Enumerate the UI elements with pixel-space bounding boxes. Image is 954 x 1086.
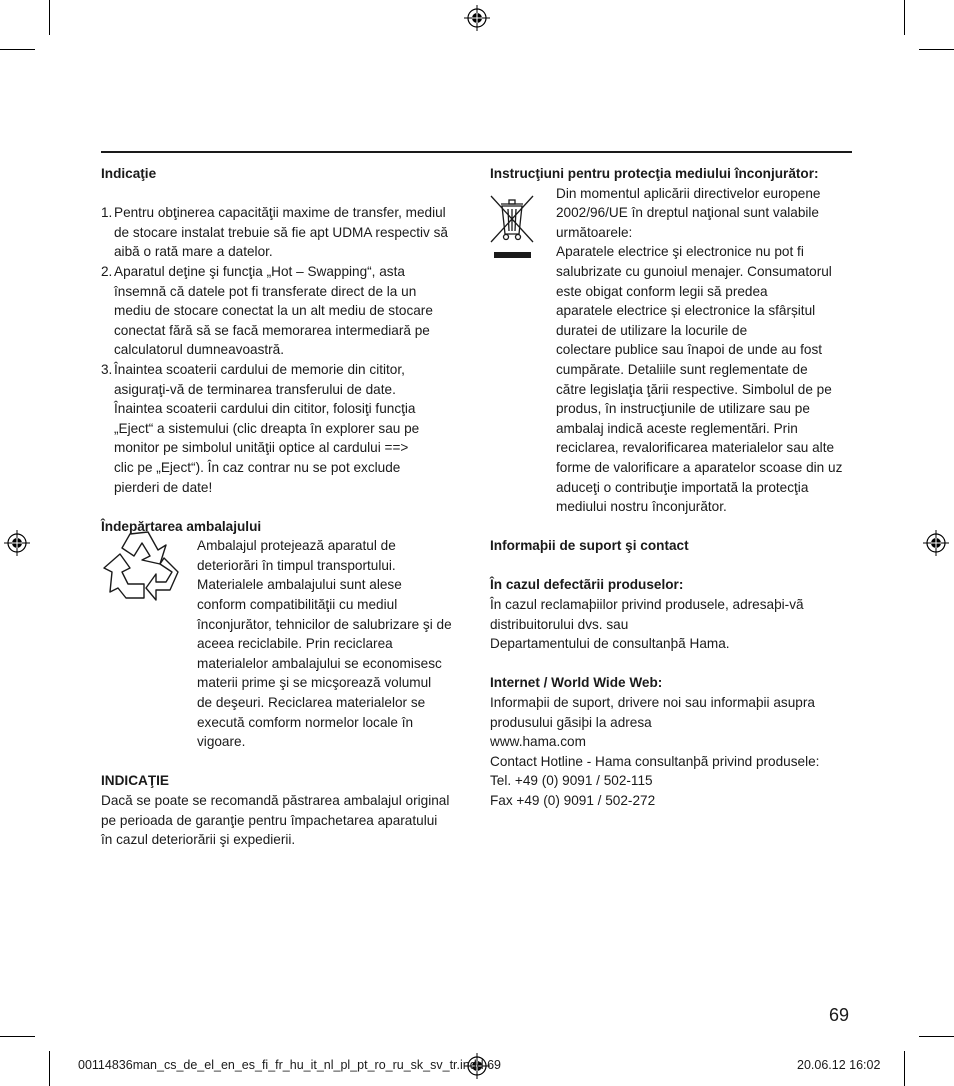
crop-mark bbox=[904, 1051, 905, 1086]
list-line: aibă o rată mare a datelor. bbox=[114, 244, 273, 260]
list-line: conectat fără să se facă memorarea intermediară pe bbox=[114, 322, 430, 338]
registration-mark-icon bbox=[464, 5, 490, 31]
note-line: Dacă se poate se recomandă păstrarea ambalajul original bbox=[101, 793, 450, 808]
note-line: în cazul deteriorării şi expedierii. bbox=[101, 832, 296, 848]
list-line: Aparatul deţine şi funcţia „Hot – Swapping“, asta bbox=[114, 263, 405, 279]
packaging-line: deteriorări în timpul transportului. bbox=[197, 557, 396, 573]
env-line: salubrizate cu gunoiul menajer. Consumatorul bbox=[556, 263, 832, 279]
list-line: monitor pe simbolul unităţii optice al cardului ==> bbox=[114, 440, 409, 456]
indicatie-heading: Indicaţie bbox=[101, 166, 157, 181]
env-line: aparatele electrice și electronice la sfârșitul bbox=[556, 303, 816, 319]
env-line: următoarele: bbox=[556, 224, 633, 240]
env-line: către legislaţia ţării respective. Simbolul de pe bbox=[556, 381, 832, 397]
env-line: duratei de utilizare la locurile de bbox=[556, 322, 748, 338]
env-line: aduceţi o contribuţie importată la protecţia bbox=[556, 479, 809, 495]
phone-line: Tel. +49 (0) 9091 / 502-115 bbox=[490, 773, 653, 789]
packaging-line: materii prime şi se micşorează volumul bbox=[197, 675, 432, 691]
fax-line: Fax +49 (0) 9091 / 502-272 bbox=[490, 793, 656, 808]
web-line: Informaþii de suport, drivere noi sau informaþii asupra bbox=[490, 695, 815, 711]
packaging-line: execută comform normelor locale în bbox=[197, 714, 414, 730]
crop-mark bbox=[49, 0, 50, 35]
env-line: Aparatele electrice şi electronice nu pot fi bbox=[556, 244, 804, 260]
list-line: calculatorul dumneavoastră. bbox=[114, 342, 285, 358]
crop-mark bbox=[919, 1036, 954, 1037]
list-number: 3. bbox=[101, 361, 113, 377]
list-line: clic pe „Eject“). În caz contrar nu se pot exclude bbox=[114, 459, 401, 475]
env-line: 2002/96/UE în dreptul naţional sunt valabile bbox=[556, 205, 819, 221]
packaging-line: Ambalajul protejează aparatul de bbox=[197, 538, 396, 554]
page-number: 69 bbox=[829, 1005, 850, 1025]
environment-heading: Instrucţiuni pentru protecţia mediului înconjurător: bbox=[490, 166, 819, 181]
indicatie-caps-heading: INDICAŢIE bbox=[101, 773, 169, 789]
packaging-line: aceea reciclabile. Prin reciclarea bbox=[197, 636, 393, 652]
packaging-line: Materialele ambalajului sunt alese bbox=[197, 577, 402, 593]
packaging-line: conform compatibilităţii cu mediul bbox=[197, 597, 398, 613]
registration-mark-icon bbox=[4, 530, 30, 556]
recycle-icon bbox=[100, 528, 184, 606]
defect-line: distribuitorului dvs. sau bbox=[490, 616, 629, 632]
defect-line: În cazul reclamaþiilor privind produsele, adresaþi-vã bbox=[490, 597, 804, 613]
list-line: Pentru obţinerea capacităţii maxime de transfer, mediul bbox=[114, 205, 446, 221]
env-line: este obigat conform legii să predea bbox=[556, 283, 768, 299]
defect-heading: În cazul defectãrii produselor: bbox=[490, 577, 684, 593]
footer-date: 20.06.12 16:02 bbox=[797, 1058, 881, 1072]
crossed-bin-icon bbox=[489, 192, 535, 262]
top-rule bbox=[101, 151, 852, 153]
list-line: Înaintea scoaterii cardului din cititor, folosiţi funcţia bbox=[114, 401, 416, 417]
env-line: colectare publice sau înapoi de unde au fost bbox=[556, 342, 823, 358]
env-line: forme de valorificare a aparatelor scoase din uz bbox=[556, 459, 843, 475]
note-line: pe perioada de garanţie pentru împachetarea aparatului bbox=[101, 812, 438, 828]
env-line: reciclarea, revalorificarea materialelor sau alte bbox=[556, 440, 835, 456]
env-line: mediului nostru înconjurător. bbox=[556, 499, 727, 515]
packaging-heading: Îndepărtarea ambalajului bbox=[101, 518, 262, 534]
support-heading: Informaþii de suport şi contact bbox=[490, 538, 689, 554]
list-line: pierderi de date! bbox=[114, 479, 213, 495]
web-line: produsului gãsiþi la adresa bbox=[490, 714, 652, 730]
footer-filename: 00114836man_cs_de_el_en_es_fi_fr_hu_it_nl_pl_pt_ro_ru_sk_sv_tr.indd 69 bbox=[78, 1058, 502, 1072]
packaging-line: de deşeuri. Reciclarea materialelor se bbox=[197, 695, 426, 711]
web-heading: Internet / World Wide Web: bbox=[490, 675, 663, 691]
crop-mark bbox=[0, 49, 35, 50]
list-item bbox=[101, 262, 466, 360]
crop-mark bbox=[49, 1051, 50, 1086]
list-number: 2. bbox=[101, 263, 113, 279]
list-line: „Eject“ a sistemului (clic dreapta în explorer sau pe bbox=[114, 420, 420, 436]
packaging-line: vigoare. bbox=[197, 734, 246, 750]
right-column bbox=[490, 164, 855, 811]
env-line: cumpărate. Detaliile sunt reglementate de bbox=[556, 361, 808, 377]
list-line: mediu de stocare conectat la un alt mediu de stocare bbox=[114, 303, 433, 319]
left-column bbox=[101, 164, 466, 850]
list-number: 1. bbox=[101, 205, 113, 221]
registration-mark-icon bbox=[923, 530, 949, 556]
list-line: de stocare instalat trebuie să fie apt UDMA respectiv să bbox=[114, 224, 448, 240]
defect-line: Departamentului de consultanþã Hama. bbox=[490, 636, 730, 652]
crop-mark bbox=[904, 0, 905, 35]
list-item bbox=[101, 203, 466, 262]
list-line: însemnă că datele pot fi transferate direct de la un bbox=[114, 283, 417, 299]
env-line: Din momentul aplicării directivelor europene bbox=[556, 185, 821, 201]
crop-mark bbox=[919, 49, 954, 50]
env-line: ambalaj indică aceste reglementări. Prin bbox=[556, 420, 798, 436]
packaging-line: înconjurător, tehnicilor de salubrizare şi de bbox=[197, 616, 452, 632]
list-item bbox=[101, 360, 466, 497]
crop-mark bbox=[0, 1036, 35, 1037]
web-url[interactable]: www.hama.com bbox=[490, 734, 586, 750]
list-line: Înaintea scoaterii cardului de memorie din cititor, bbox=[114, 361, 405, 377]
env-line: produs, în instrucţiunile de utilizare sau pe bbox=[556, 401, 810, 417]
packaging-line: materialelor ambalajului se economisesc bbox=[197, 655, 442, 671]
web-line: Contact Hotline - Hama consultanþã privind produsele: bbox=[490, 753, 820, 769]
list-line: asiguraţi-vă de terminarea transferului de date. bbox=[114, 381, 396, 397]
